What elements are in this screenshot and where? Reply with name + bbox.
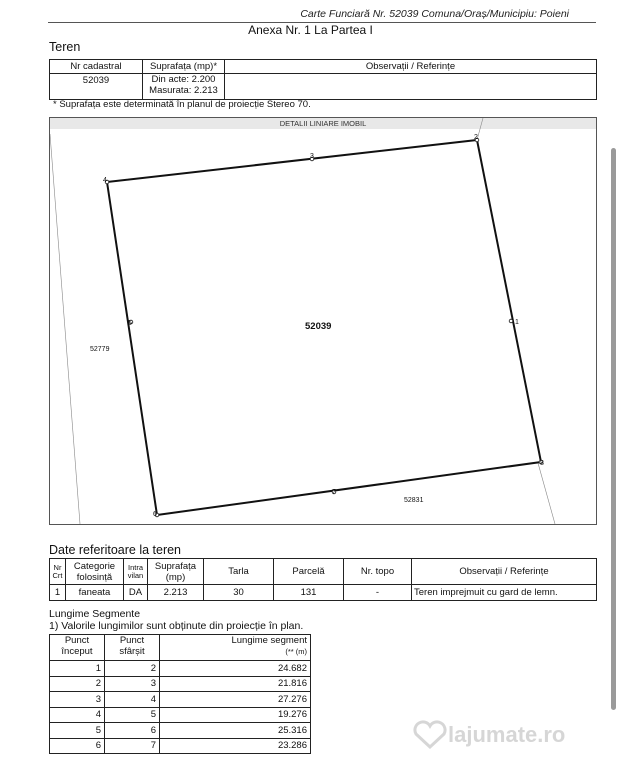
segment-end: 2: [105, 661, 160, 677]
header-punct-inceput: Punct început: [50, 635, 105, 661]
header-nr-cadastral: Nr cadastral: [50, 60, 143, 74]
segment-end: 6: [105, 723, 160, 739]
header-categorie: Categorie folosință: [66, 559, 124, 585]
header-punct-sfarsit: Punct sfârșit: [105, 635, 160, 661]
vertical-scrollbar[interactable]: [611, 148, 616, 710]
segment-end: 3: [105, 676, 160, 692]
teren-section-title: Teren: [49, 40, 81, 54]
header-observatii: Observații / Referințe: [225, 60, 597, 74]
segment-start: 1: [50, 661, 105, 677]
annex-title: Anexa Nr. 1 La Partea I: [248, 23, 373, 37]
row-observatii: Teren imprejmuit cu gard de lemn.: [412, 585, 597, 601]
segment-length: 21.816: [160, 676, 311, 692]
segment-length: 24.682: [160, 661, 311, 677]
header-observatii-referinte: Observații / Referințe: [412, 559, 597, 585]
teren-table-header: [50, 60, 597, 74]
header-lungime-segment: Lungime segment (** (m): [160, 635, 311, 661]
header-intravilan: Intra vilan: [124, 559, 148, 585]
segmente-note: 1) Valorile lungimilor sunt obținute din proiecție în plan.: [49, 620, 304, 632]
header-carte-funciara: Carte Funciară Nr. 52039 Comuna/Oraș/Municipiu: Poieni: [300, 8, 569, 20]
header-parcela: Parcelă: [274, 559, 344, 585]
date-teren-header: [50, 559, 597, 585]
header-suprafata-mp: Suprafața (mp): [148, 559, 204, 585]
point-label-1: 1: [515, 319, 519, 326]
area-acte: Din acte: 2.200: [151, 74, 216, 85]
vertex-marker-1: [509, 319, 513, 323]
segment-start: 6: [50, 738, 105, 754]
parcel-map-drawing: [50, 118, 596, 524]
point-label-7: 7: [332, 489, 336, 496]
segment-start: 4: [50, 707, 105, 723]
watermark-logo: lajumate.ro: [448, 722, 566, 747]
area-masurata: Masurata: 2.213: [149, 85, 218, 96]
map-header: DETALII LINIARE IMOBIL: [50, 118, 596, 129]
header-tarla: Tarla: [204, 559, 274, 585]
heart-icon: [410, 720, 450, 750]
parcel-map: [49, 117, 597, 525]
date-teren-table: [49, 558, 597, 601]
segment-length: 27.276: [160, 692, 311, 708]
header-nr-crt: Nr Crt: [50, 559, 66, 585]
row-nr: 1: [50, 585, 66, 601]
row-suprafata: 2.213: [148, 585, 204, 601]
teren-table: [49, 59, 597, 100]
segment-row: [50, 661, 311, 677]
point-label-5: 5: [128, 320, 132, 327]
point-label-4: 4: [103, 177, 107, 184]
segment-start: 3: [50, 692, 105, 708]
segment-end: 5: [105, 707, 160, 723]
point-label-2: 2: [474, 134, 478, 141]
row-parcela: 131: [274, 585, 344, 601]
segment-start: 2: [50, 676, 105, 692]
date-teren-row: [50, 585, 597, 601]
segment-row: [50, 692, 311, 708]
observatii-cell: [225, 74, 597, 100]
segment-row: [50, 707, 311, 723]
cadastral-number: 52039: [50, 74, 143, 100]
row-intravilan: DA: [124, 585, 148, 601]
row-nr-topo: -: [344, 585, 412, 601]
segment-row: [50, 723, 311, 739]
point-label-3: 3: [310, 153, 314, 160]
segmente-header: [50, 635, 311, 661]
neighbor-label-bottom: 52831: [404, 497, 424, 504]
segment-row: [50, 676, 311, 692]
segment-length: 23.286: [160, 738, 311, 754]
parcel-label: 52039: [305, 321, 332, 332]
neighbor-boundary-right: [538, 463, 555, 524]
segment-end: 7: [105, 738, 160, 754]
teren-table-row: [50, 74, 597, 100]
date-teren-title: Date referitoare la teren: [49, 543, 182, 557]
segment-length: 25.316: [160, 723, 311, 739]
neighbor-boundary-left: [50, 134, 80, 524]
segment-start: 5: [50, 723, 105, 739]
segment-row: [50, 738, 311, 754]
area-note: * Suprafața este determinată în planul de proiecție Stereo 70.: [53, 99, 311, 110]
row-categorie: faneata: [66, 585, 124, 601]
point-label-8: 8: [540, 460, 544, 467]
segment-length: 19.276: [160, 707, 311, 723]
neighbor-label-left: 52779: [90, 346, 110, 353]
point-label-6: 6: [153, 511, 157, 518]
area-cell: [143, 74, 225, 100]
row-tarla: 30: [204, 585, 274, 601]
segmente-table: [49, 634, 311, 754]
header-nr-topo: Nr. topo: [344, 559, 412, 585]
segment-end: 4: [105, 692, 160, 708]
header-suprafata: Suprafața (mp)*: [143, 60, 225, 74]
segmente-title: Lungime Segmente: [49, 608, 141, 620]
